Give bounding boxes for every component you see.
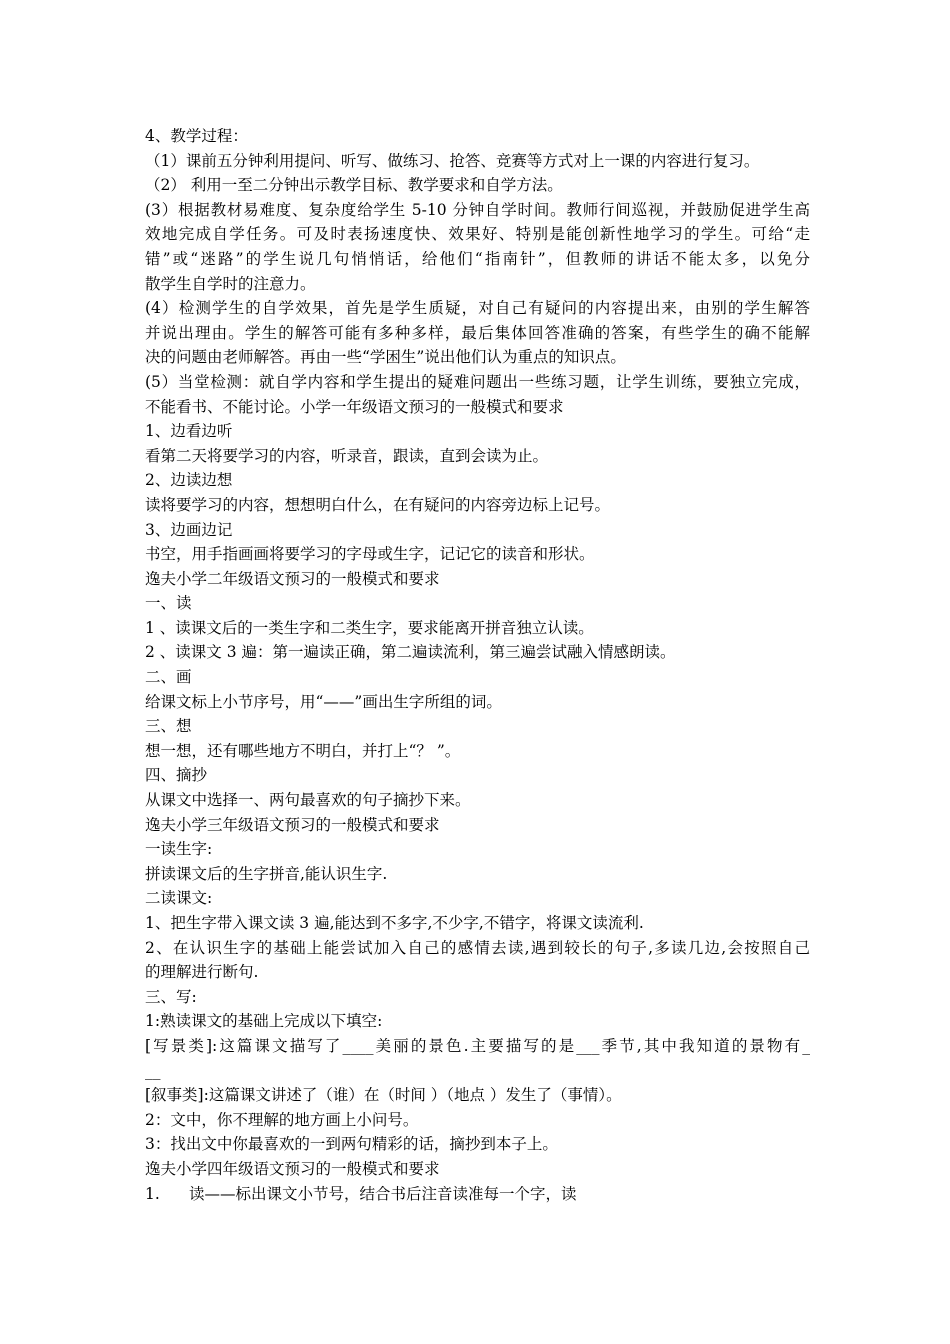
text-line: (5）当堂检测：就自学内容和学生提出的疑难问题出一些练习题，让学生训练，要独立完成， [145, 372, 810, 391]
text-line: 2、在认识生字的基础上能尝试加入自己的感情去读,遇到较长的句子,多读几边,会按照自己 [145, 938, 810, 957]
text-line: 3：找出文中你最喜欢的一到两句精彩的话，摘抄到本子上。 [145, 1135, 558, 1154]
text-line: (3）根据教材易难度、复杂度给学生 5-10 分钟自学时间。教师行间巡视，并鼓励促进学生高 [145, 200, 810, 219]
paragraph-number: 1. [145, 1184, 160, 1203]
text-line: 想一想，还有哪些地方不明白，并打上“？ ”。 [145, 741, 461, 760]
text-line: 效地完成自学任务。可及时表扬速度快、效果好、特别是能创新性地学习的学生。可给“走 [145, 225, 810, 244]
text-line: (4）检测学生的自学效果，首先是学生质疑，对自己有疑问的内容提出来，由别的学生解答 [145, 299, 810, 318]
text-line: 不能看书、不能讨论。小学一年级语文预习的一般模式和要求 [145, 397, 564, 416]
paragraph-text: 读——标出课文小节号，结合书后注音读准每一个字，读 [189, 1184, 577, 1203]
text-line: 一、读 [145, 594, 192, 613]
text-line: 三、想 [145, 717, 192, 736]
text-line: 逸夫小学四年级语文预习的一般模式和要求 [145, 1159, 440, 1178]
text-line: （1）课前五分钟利用提问、听写、做练习、抢答、竞赛等方式对上一课的内容进行复习。 [145, 151, 760, 170]
text-line: （2） 利用一至二分钟出示教学目标、教学要求和自学方法。 [145, 176, 563, 195]
text-line: 散学生自学时的注意力。 [145, 274, 316, 293]
text-line: 4、教学过程： [145, 127, 248, 145]
text-line: 1 、读课文后的一类生字和二类生字，要求能离开拼音独立认读。 [145, 618, 594, 637]
text-line: 从课文中选择一、两句最喜欢的句子摘抄下来。 [145, 791, 471, 810]
text-line: [写景类]:这篇课文描写了____美丽的景色.主要描写的是___季节,其中我知道的景物有_ [145, 1036, 810, 1055]
numbered-paragraph [145, 1182, 810, 1207]
text-line: __ [145, 1061, 161, 1080]
text-line: 一读生字: [145, 840, 213, 859]
text-line: 1、边看边听 [145, 422, 233, 441]
text-line: 三、写: [145, 987, 197, 1006]
text-line: 给课文标上小节序号，用“——”画出生字所组的词。 [145, 692, 502, 711]
text-line: 2 、读课文 3 遍：第一遍读正确，第二遍读流利，第三遍尝试融入情感朗读。 [145, 643, 676, 662]
text-line: 读将要学习的内容，想想明白什么，在有疑问的内容旁边标上记号。 [145, 495, 611, 514]
text-line: 二、画 [145, 668, 192, 687]
text-line: 并说出理由。学生的解答可能有多种多样，最后集体回答准确的答案，有些学生的确不能解 [145, 323, 810, 342]
text-line: 书空，用手指画画将要学习的字母或生字，记记它的读音和形状。 [145, 545, 595, 564]
document-body [145, 124, 810, 1206]
text-line: [叙事类]:这篇课文讲述了（谁）在（时间 ）（地点 ）发生了（事情）。 [145, 1086, 622, 1105]
text-line: 错”或“迷路”的学生说几句悄悄话，给他们“指南针”，但教师的讲话不能太多，以免分 [145, 249, 810, 268]
text-line: 1:熟读课文的基础上完成以下填空: [145, 1012, 383, 1031]
text-line: 二读课文: [145, 889, 213, 908]
text-line: 决的问题由老师解答。再由一些“学困生”说出他们认为重点的知识点。 [145, 348, 626, 367]
text-line: 1、把生字带入课文读 3 遍,能达到不多字,不少字,不错字，将课文读流利. [145, 914, 644, 932]
text-line: 拼读课文后的生字拼音,能认识生字. [145, 864, 388, 883]
text-line: 逸夫小学二年级语文预习的一般模式和要求 [145, 569, 440, 588]
text-line: 2、边读边想 [145, 471, 233, 490]
text-line: 逸夫小学三年级语文预习的一般模式和要求 [145, 815, 440, 834]
text-line: 2：文中，你不理解的地方画上小问号。 [145, 1110, 419, 1129]
text-line: 四、摘抄 [145, 766, 208, 785]
text-line: 的理解进行断句. [145, 963, 259, 982]
text-line: 3、边画边记 [145, 520, 233, 539]
text-line: 看第二天将要学习的内容，听录音，跟读，直到会读为止。 [145, 446, 549, 465]
